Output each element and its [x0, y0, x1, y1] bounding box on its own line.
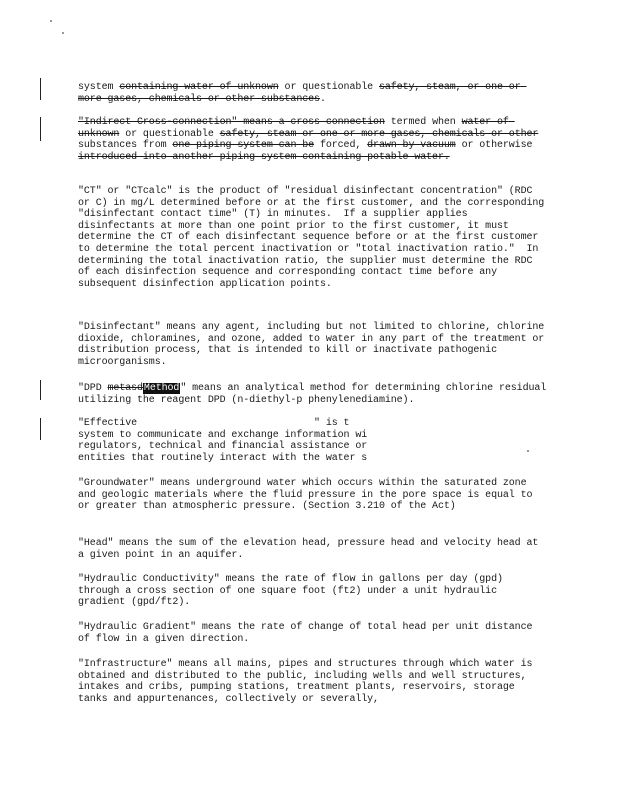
definition-paragraph: [78, 186, 551, 290]
text-run: or questionable: [119, 128, 220, 140]
revision-bar: [40, 380, 41, 400]
definition-paragraph: [78, 82, 548, 105]
deleted-text: safety, steam or one or more gases, chemicals or other: [219, 128, 539, 140]
deleted-text: "Indirect Cross-connection" means a cross connection: [78, 117, 385, 128]
text-run: regulators, technical and financial assistance or: [78, 441, 368, 453]
text-run: "Hydraulic Gradient" means the rate of change of total head per unit distance of flow in a given direction.: [78, 622, 539, 645]
text-run: entities that routinely interact with the water s: [78, 452, 368, 464]
deleted-text: introduced into another piping system containing potable water.: [78, 151, 450, 163]
definition-paragraph: [78, 322, 551, 368]
text-run: forced,: [314, 140, 368, 152]
deleted-text: water of unknown: [78, 117, 515, 140]
text-run: " is t: [314, 418, 350, 429]
definition-paragraph: [78, 659, 548, 705]
deleted-text: one piping system can be: [172, 140, 315, 152]
text-run: system: [78, 82, 120, 93]
deleted-text: containing water of unknown: [119, 82, 279, 93]
text-run: "Groundwater" means underground water which occurs within the saturated zone and geologic materials where the fluid pressure in the pore space is equal to or greater than atmospheric pressure. (Section 3.210 of the Act): [78, 478, 539, 513]
text-run: " means an analytical method for determining chlorine residual utilizing the reagent DPD (n-diethyl-p phenylenediamine).: [78, 383, 553, 406]
definition-paragraph: [78, 574, 548, 609]
definition-paragraph: [78, 383, 553, 406]
deleted-text: safety, steam, or one or more gases, chemicals or other substances: [78, 82, 527, 105]
text-run: or questionable: [278, 82, 379, 93]
revision-bar: [40, 78, 41, 100]
revision-bar: [40, 418, 41, 440]
text-run: "CT" or "CTcalc" is the product of "residual disinfectant concentration" (RDC or C) in mg/L determined before or at the first customer, and the corresponding "disinfectant contact time" (T) in minutes. If a supplier applies disinfectants at more than one point prior to the first customer, it must determine the CT of each disinfectant sequence before or at the first customer to determine the total percent inactivation or "total inactivation ratio." In determining the total inactivation ratio, the supplier must determine the RDC of each disinfection sequence and corresponding contact time before any subsequent disinfection application points.: [78, 186, 551, 290]
scan-speck: [50, 20, 52, 22]
faded-gap: [137, 418, 314, 430]
text-run: "Head" means the sum of the elevation head, pressure head and velocity head at a given point in an aquifer.: [78, 538, 545, 561]
deleted-text: drawn by vacuum: [367, 140, 456, 152]
deleted-text: metasd: [107, 383, 143, 394]
text-run: termed when: [384, 117, 462, 128]
text-run: or otherwise: [455, 140, 539, 152]
text-run: "Effective: [78, 418, 138, 429]
inserted-highlight: Method: [143, 383, 180, 394]
text-run: system to communicate and exchange information wi: [78, 429, 368, 441]
definition-paragraph: [78, 478, 548, 513]
definition-paragraph: [78, 622, 548, 645]
definition-paragraph: [78, 117, 548, 163]
definition-paragraph: [78, 418, 548, 464]
scan-speck: [62, 32, 64, 34]
text-run: substances from: [78, 128, 545, 152]
text-run: "Hydraulic Conductivity" means the rate of flow in gallons per day (gpd) through a cross section of one square foot (ft2) under a unit hydraulic gradient (gpd/ft2).: [78, 574, 509, 609]
text-run: "DPD: [78, 383, 108, 394]
text-run: .: [319, 93, 326, 105]
text-run: "Infrastructure" means all mains, pipes and structures through which water is obtained and distributed to the public, including wells and well structures, intakes and cribs, pumping stations, treatment plants, reservoirs, storage tanks and appurtenances, collectively or severally,: [78, 659, 539, 705]
revision-bar: [40, 117, 41, 141]
definition-paragraph: [78, 538, 548, 561]
text-run: "Disinfectant" means any agent, including but not limited to chlorine, chlorine dioxide, chloramines, and ozone, added to water in any part of the treatment or distribution process, that is intended to kill or inactivate pathogenic microorganisms.: [78, 322, 551, 368]
